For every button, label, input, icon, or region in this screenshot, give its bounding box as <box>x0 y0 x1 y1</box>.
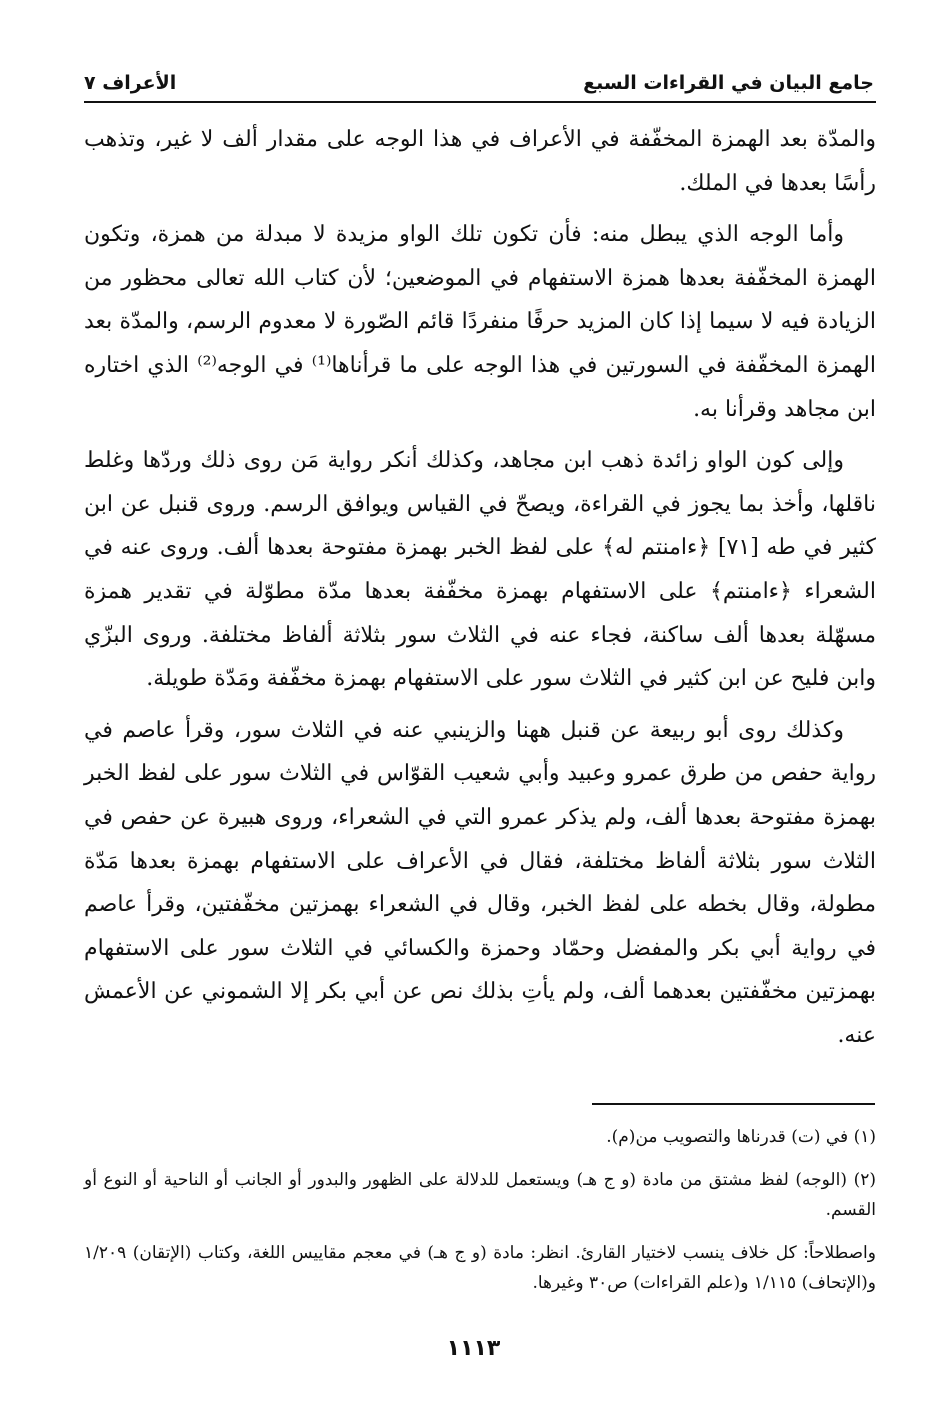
footnote: واصطلاحاً: كل خلاف ينسب لاختيار القارئ. انظر: مادة (و ج هـ) في معجم مقاييس اللغة، وكتاب (الإتقان) ١/٢٠٩ و(الإتحاف) ١/١١٥ و(علم القراءات) ص٣٠ وغيرها. <box>84 1242 876 1293</box>
footnotes <box>84 1122 876 1311</box>
footnote: (١) في (ت) قدرناها والتصويب من(م). <box>606 1127 876 1147</box>
page-number: ١١١٣ <box>446 1336 501 1361</box>
paragraph: وإلى كون الواو زائدة ذهب ابن مجاهد، وكذلك أنكر رواية مَن روى ذلك وردّها وغلط ناقلها، وأخذ بما يجوز في القراءة، ويصحّ في القياس ويوافق الرسم. وروى قنبل عن ابن كثير في طه [٧١] ﴿ءامنتم له﴾ على لفظ الخبر بهمزة مفتوحة بعدها ألف. وروى عنه في الشعراء ﴿ءامنتم﴾ على الاستفهام بهمزة مخفّفة بعدها مدّة مطوّلة في تقدير همزة مسهّلة بعدها ألف ساكنة، فجاء عنه في الثلاث سور بثلاثة ألفاظ مختلفة. وروى البزّي وابن فليح عن ابن كثير في الثلاث سور على الاستفهام بهمزة مخفّفة ومَدّة طويلة. <box>84 448 876 692</box>
header-rule <box>84 101 876 103</box>
footnote-separator <box>592 1103 875 1105</box>
paragraph: وكذلك روى أبو ربيعة عن قنبل ههنا والزينبي عنه في الثلاث سور، وقرأ عاصم في رواية حفص من طرق عمرو وعبيد وأبي شعيب القوّاس في الثلاث سور على لفظ الخبر بهمزة مفتوحة بعدها ألف، ولم يذكر عمرو التي في الشعراء، وروى هبيرة عن حفص في الثلاث سور بثلاثة ألفاظ مختلفة، فقال في الأعراف على الاستفهام بهمزة بعدها مَدّة مطولة، وقال بخطه على لفظ الخبر، وقال في الشعراء بهمزتين مخفّفتين، وقرأ عاصم في رواية أبي بكر والمفضل وحمّاد وحمزة والكسائي في الثلاث سور على الاستفهام بهمزتين مخفّفتين بعدهما ألف، ولم يأتِ بذلك نص عن أبي بكر إلا الشموني عن الأعمش عنه. <box>84 717 876 1048</box>
paragraph: والمدّة بعد الهمزة المخفّفة في الأعراف في هذا الوجه على مقدار ألف لا غير، وتذهب رأسًا بعدها في الملك. <box>84 127 876 196</box>
main-text <box>84 118 876 1065</box>
footnote: (٢) (الوجه) لفظ مشتق من مادة (و ج هـ) ويستعمل للدلالة على الظهور والبدور أو الجانب أو الناحية أو النوع أو القسم. <box>84 1169 876 1220</box>
running-header <box>84 58 874 94</box>
paragraph: وأما الوجه الذي يبطل منه: فأن تكون تلك الواو مزيدة لا مبدلة من همزة، وتكون الهمزة المخفّفة بعدها همزة الاستفهام في الموضعين؛ لأن كتاب الله تعالى محظور من الزيادة فيه لا سيما إذا كان المزيد حرفًا منفردًا قائم الصّورة لا معدوم الرسم، والمدّة بعد الهمزة المخفّفة في السورتين في هذا الوجه على ما قرأناها⁽¹⁾ في الوجه⁽²⁾ الذي اختاره ابن مجاهد وقرأنا به. <box>84 222 876 422</box>
book-title: جامع البيان في القراءات السبع <box>583 72 874 94</box>
chapter-title: الأعراف ٧ <box>84 72 177 94</box>
